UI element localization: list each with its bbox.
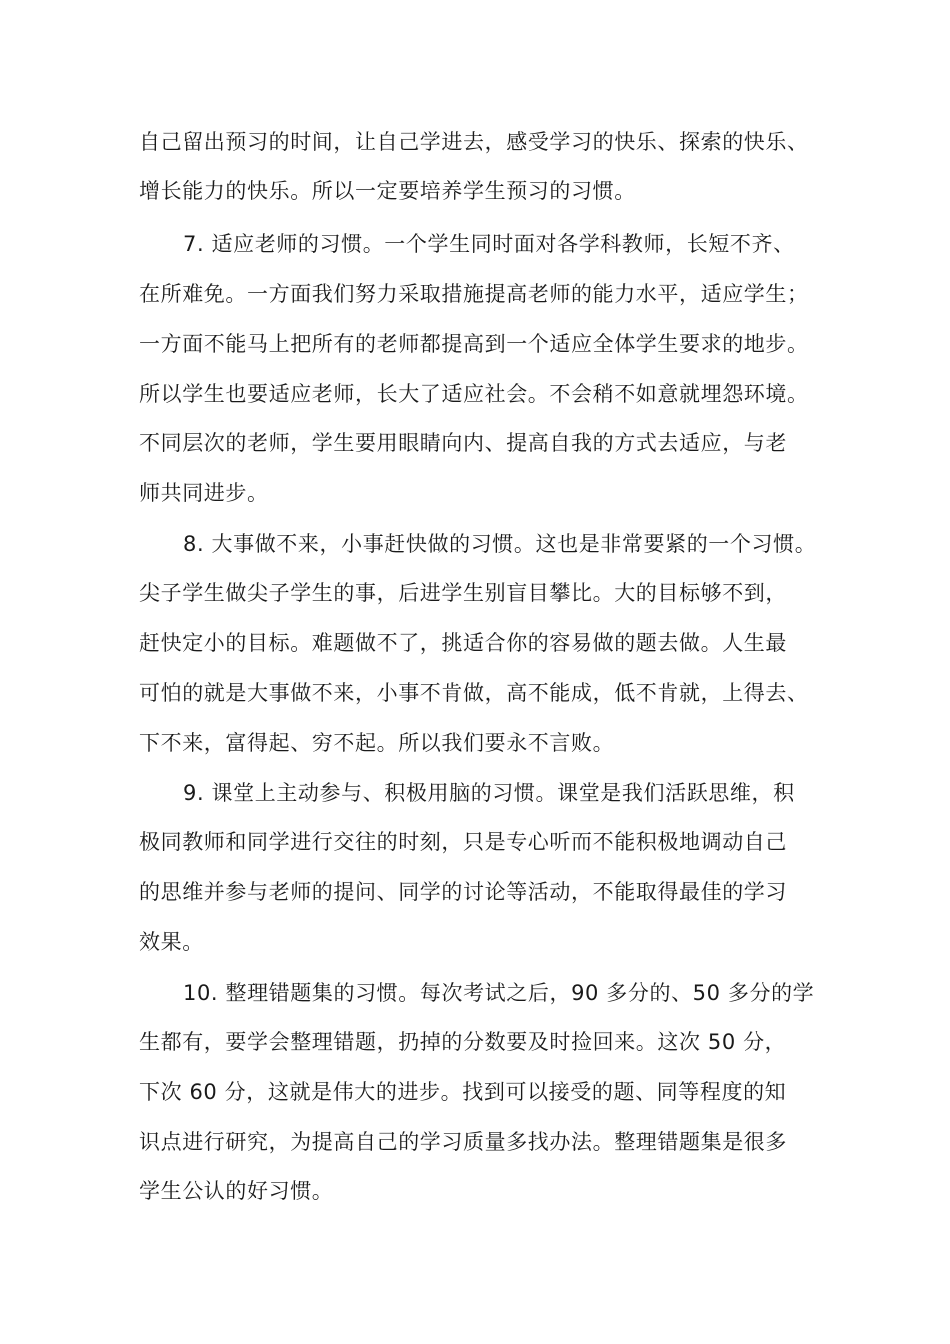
text-line: 极同教师和同学进行交往的时刻，只是专心听而不能积极地调动自己 [139,830,787,854]
paragraph-8-start: 8. 大事做不来，小事赶快做的习惯。这也是非常要紧的一个习惯。 [183,532,817,556]
text-line: 师共同进步。 [139,481,269,505]
paragraph-9-start: 9. 课堂上主动参与、积极用脑的习惯。课堂是我们活跃思维，积 [183,781,795,805]
text-line: 的思维并参与老师的提问、同学的讨论等活动，不能取得最佳的学习 [139,880,787,904]
text-line: 效果。 [139,930,204,954]
text-line: 增长能力的快乐。所以一定要培养学生预习的习惯。 [139,179,636,203]
text-line: 所以学生也要适应老师，长大了适应社会。不会稍不如意就埋怨环境。 [139,382,809,406]
text-line: 赶快定小的目标。难题做不了，挑适合你的容易做的题去做。人生最 [139,631,787,655]
text-line: 一方面不能马上把所有的老师都提高到一个适应全体学生要求的地步。 [139,332,809,356]
text-line: 学生公认的好习惯。 [139,1179,334,1203]
text-line: 识点进行研究，为提高自己的学习质量多找办法。整理错题集是很多 [139,1130,787,1154]
paragraph-7-start: 7. 适应老师的习惯。一个学生同时面对各学科教师，长短不齐、 [183,232,795,256]
paragraph-10-start: 10. 整理错题集的习惯。每次考试之后，90 多分的、50 多分的学 [183,981,815,1005]
text-line: 生都有，要学会整理错题，扔掉的分数要及时捡回来。这次 50 分， [139,1030,787,1054]
text-line: 不同层次的老师，学生要用眼睛向内、提高自我的方式去适应，与老 [139,431,787,455]
text-line: 下次 60 分，这就是伟大的进步。找到可以接受的题、同等程度的知 [139,1080,787,1104]
text-line: 可怕的就是大事做不来，小事不肯做，高不能成，低不肯就，上得去、 [139,681,809,705]
text-line: 尖子学生做尖子学生的事，后进学生别盲目攀比。大的目标够不到， [139,581,787,605]
text-line: 在所难免。一方面我们努力采取措施提高老师的能力水平，适应学生； [139,282,809,306]
text-line: 自己留出预习的时间，让自己学进去，感受学习的快乐、探索的快乐、 [139,130,809,154]
text-line: 下不来，富得起、穷不起。所以我们要永不言败。 [139,731,615,755]
